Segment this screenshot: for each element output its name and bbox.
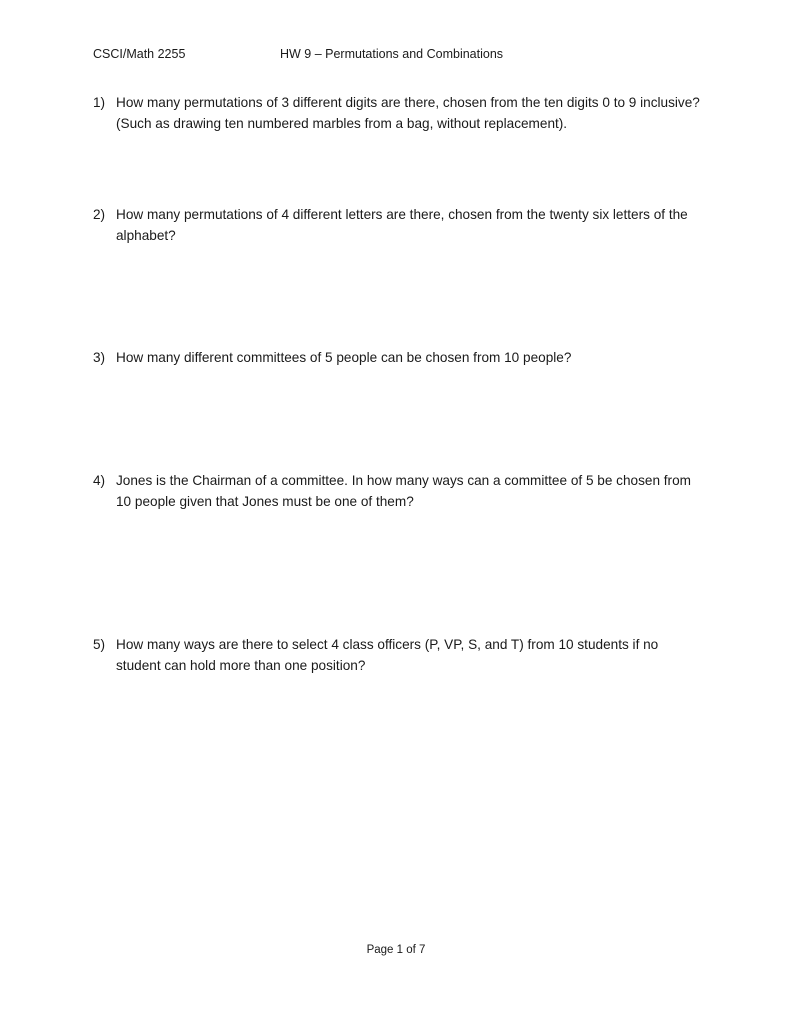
question-2 [93,204,703,246]
question-3 [93,347,703,368]
question-5 [93,634,703,676]
question-text: How many different committees of 5 people can be chosen from 10 people? [116,350,572,365]
homework-title: HW 9 – Permutations and Combinations [280,47,504,61]
page-footer [0,944,792,956]
question-4 [93,470,703,512]
question-text: How many permutations of 3 different digits are there, chosen from the ten digits 0 to 9 inclusive? (Such as drawing ten numbered marbles from a bag, without replacement). [116,95,700,131]
question-number: 4) [93,473,106,488]
course-label: CSCI/Math 2255 [93,47,186,61]
question-number: 3) [93,350,106,365]
question-number: 2) [93,207,106,222]
question-text: How many permutations of 4 different letters are there, chosen from the twenty six letters of the alphabet? [116,207,688,243]
question-text: How many ways are there to select 4 class officers (P, VP, S, and T) from 10 students if no student can hold more than one position? [116,637,659,673]
question-1 [93,92,703,134]
question-text: Jones is the Chairman of a committee. In how many ways can a committee of 5 be chosen from 10 people given that Jones must be one of them? [116,473,691,509]
question-number: 5) [93,637,106,652]
page-number: Page 1 of 7 [366,944,426,956]
question-number: 1) [93,95,106,110]
page-header [93,47,713,67]
